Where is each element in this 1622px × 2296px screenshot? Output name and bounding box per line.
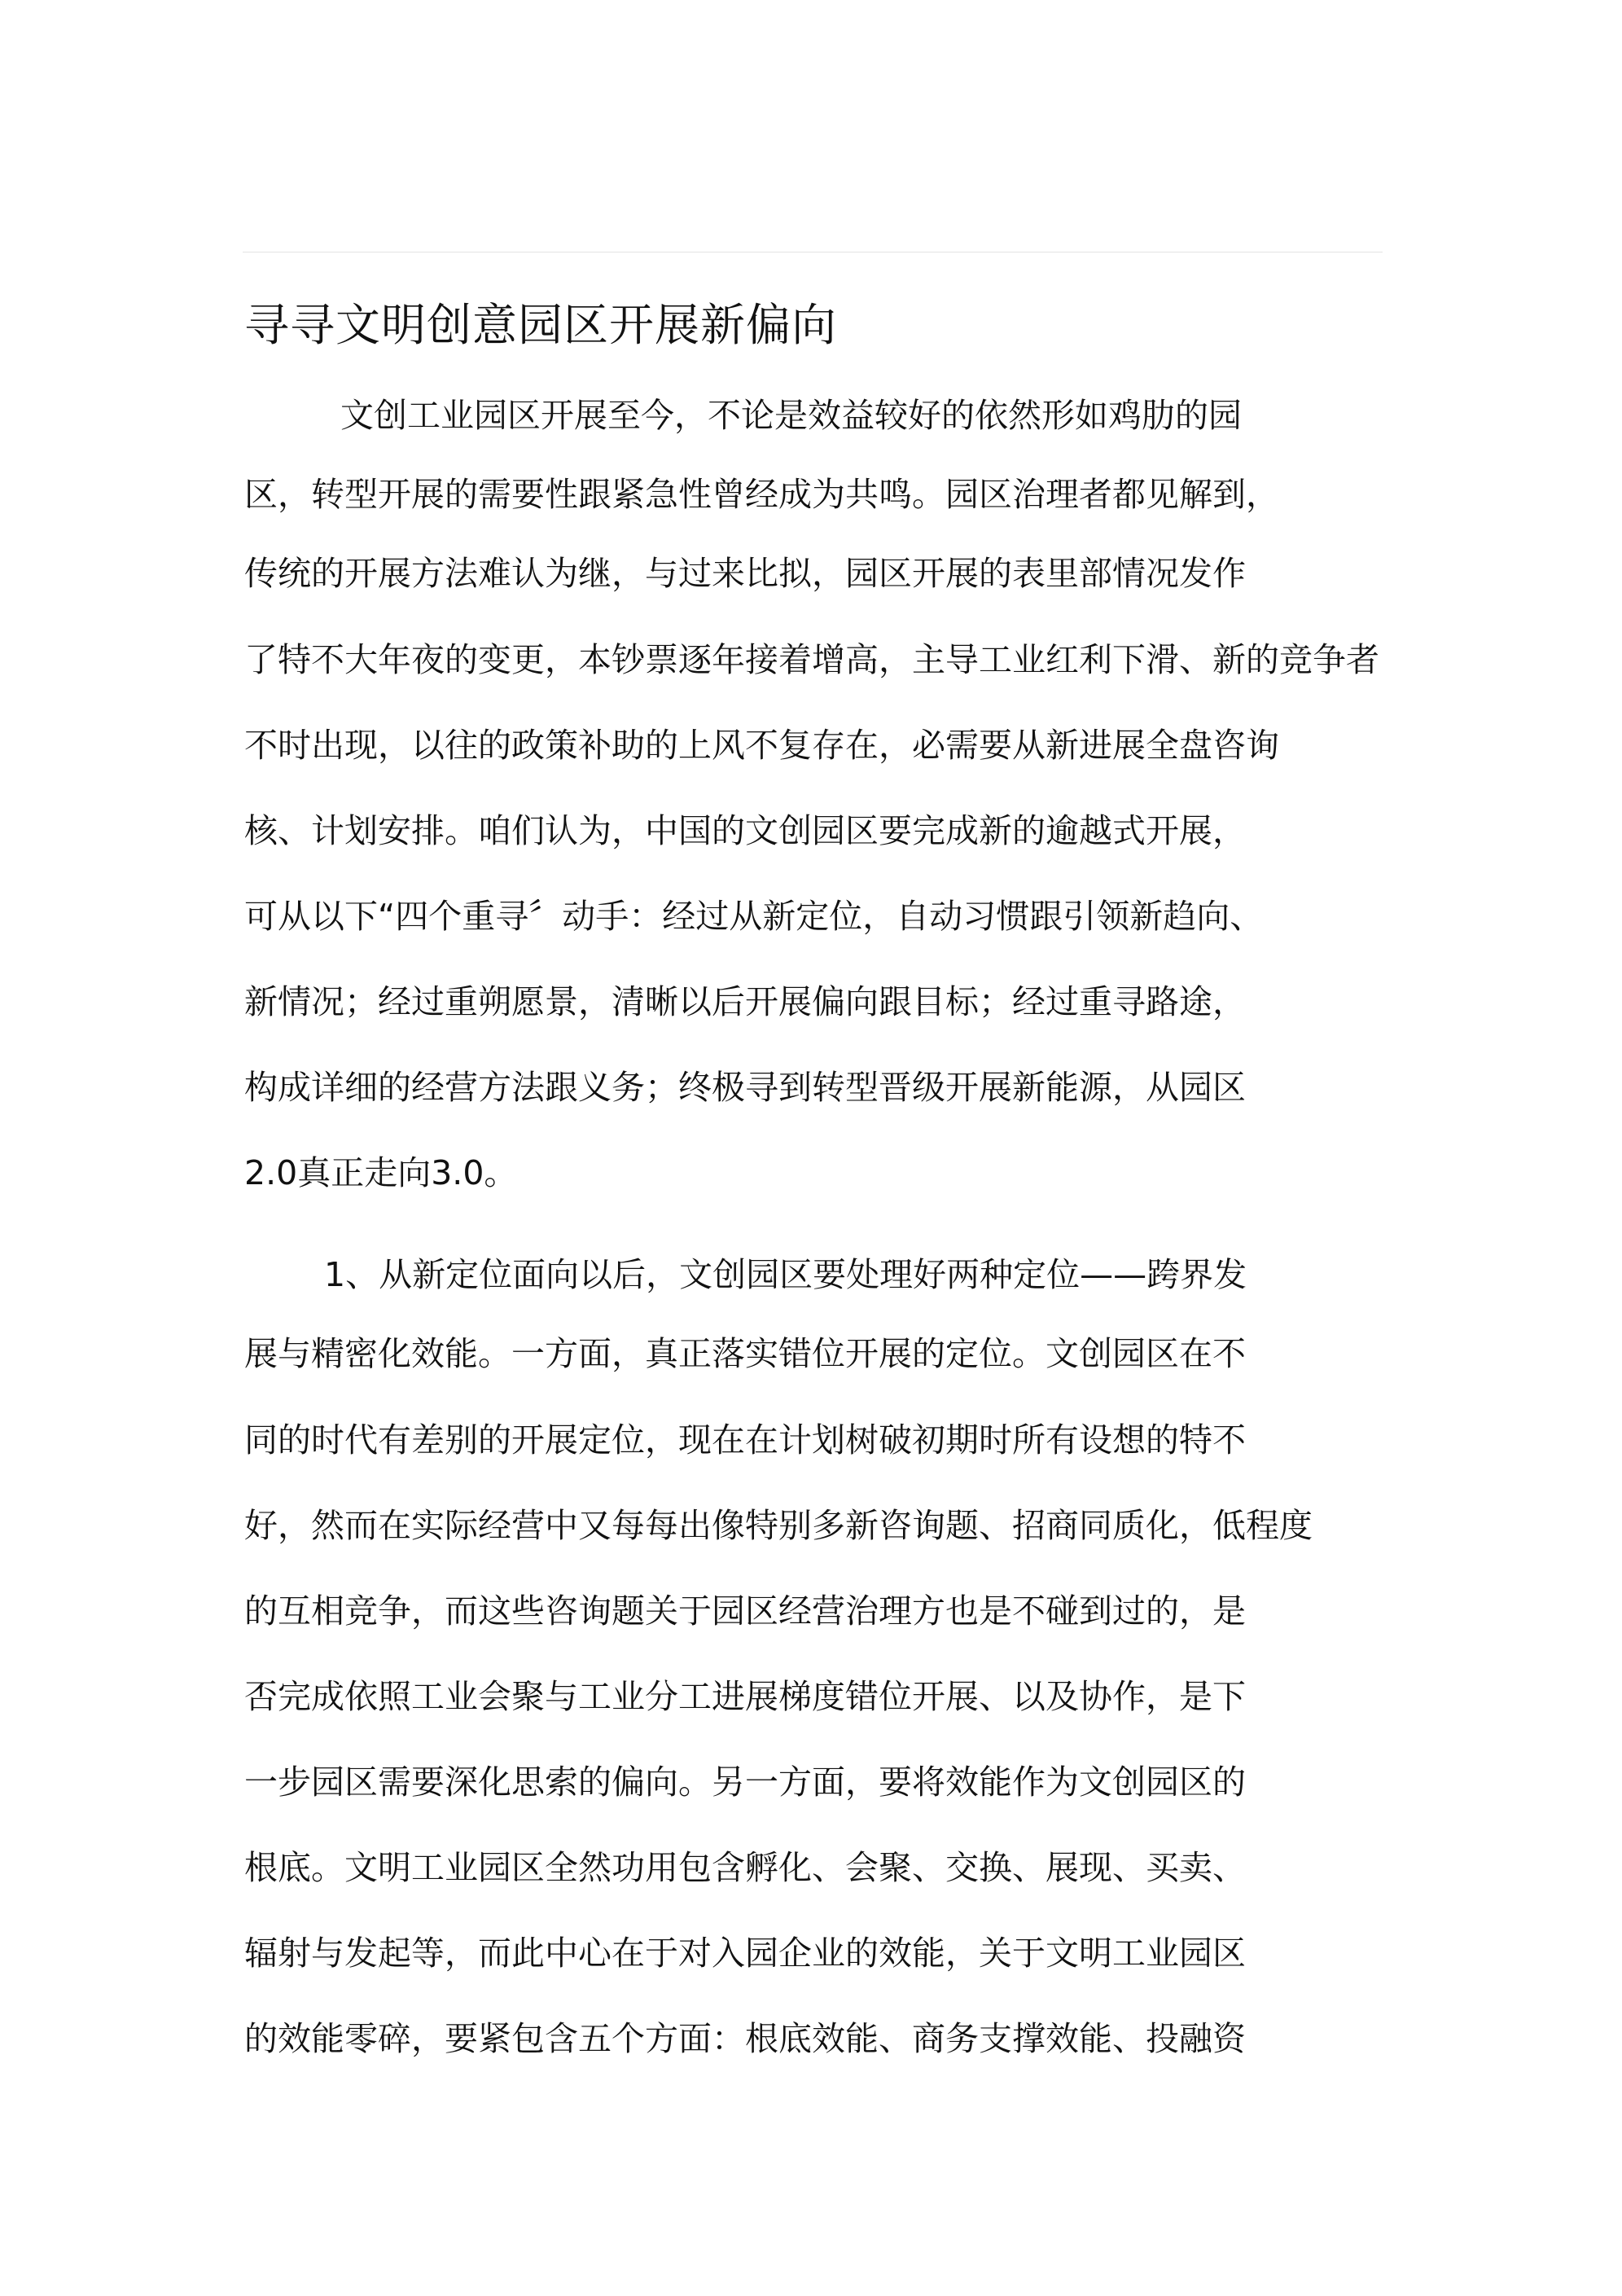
text-line: 同的时代有差别的开展定位，现在在计划树破初期时所有设想的特不: [244, 1420, 1246, 1460]
text-line: 区，转型开展的需要性跟紧急性曾经成为共鸣。园区治理者都见解到，: [244, 475, 1279, 514]
text-line: 展与精密化效能。一方面，真正落实错位开展的定位。文创园区在不: [244, 1334, 1246, 1373]
text-line: 了特不大年夜的变更，本钞票逐年接着增高，主导工业红利下滑、新的竞争者: [244, 640, 1379, 679]
text-line: 辐射与发起等，而此中心在于对入园企业的效能，关于文明工业园区: [244, 1934, 1246, 1973]
text-line: 构成详细的经营方法跟义务；终极寻到转型晋级开展新能源，从园区: [244, 1068, 1246, 1107]
text-line: 可从以下“四个重寻〞动手：经过从新定位，自动习惯跟引领新趋向、: [244, 897, 1264, 936]
text-line: 2.0真正走向3.0。: [244, 1153, 518, 1192]
text-line: 核、计划安排。咱们认为，中国的文创园区要完成新的逾越式开展，: [244, 811, 1246, 850]
text-line: 好，然而在实际经营中又每每出像特别多新咨询题、招商同质化，低程度: [244, 1506, 1313, 1545]
text-line: 否完成依照工业会聚与工业分工进展梯度错位开展、以及协作，是下: [244, 1677, 1246, 1716]
text-line: 1、从新定位面向以后，文创园区要处理好两种定位——跨界发: [324, 1255, 1247, 1294]
text-line: 传统的开展方法难认为继，与过来比拟，园区开展的表里部情况发作: [244, 554, 1246, 593]
text-line: 的互相竞争，而这些咨询题关于园区经营治理方也是不碰到过的，是: [244, 1591, 1246, 1631]
document-title: 寻寻文明创意园区开展新偏向: [244, 299, 838, 351]
text-line: 根底。文明工业园区全然功用包含孵化、会聚、交换、展现、买卖、: [244, 1848, 1246, 1887]
text-line: 一步园区需要深化思索的偏向。另一方面，要将效能作为文创园区的: [244, 1763, 1246, 1802]
text-line: 新情况；经过重朔愿景，清晰以后开展偏向跟目标；经过重寻路途，: [244, 982, 1246, 1021]
text-line: 不时出现，以往的政策补助的上风不复存在，必需要从新进展全盘咨询: [244, 726, 1279, 765]
text-line: 文创工业园区开展至今，不论是效益较好的依然形如鸡肋的园: [340, 396, 1242, 435]
text-line: 的效能零碎，要紧包含五个方面：根底效能、商务支撑效能、投融资: [244, 2019, 1246, 2058]
